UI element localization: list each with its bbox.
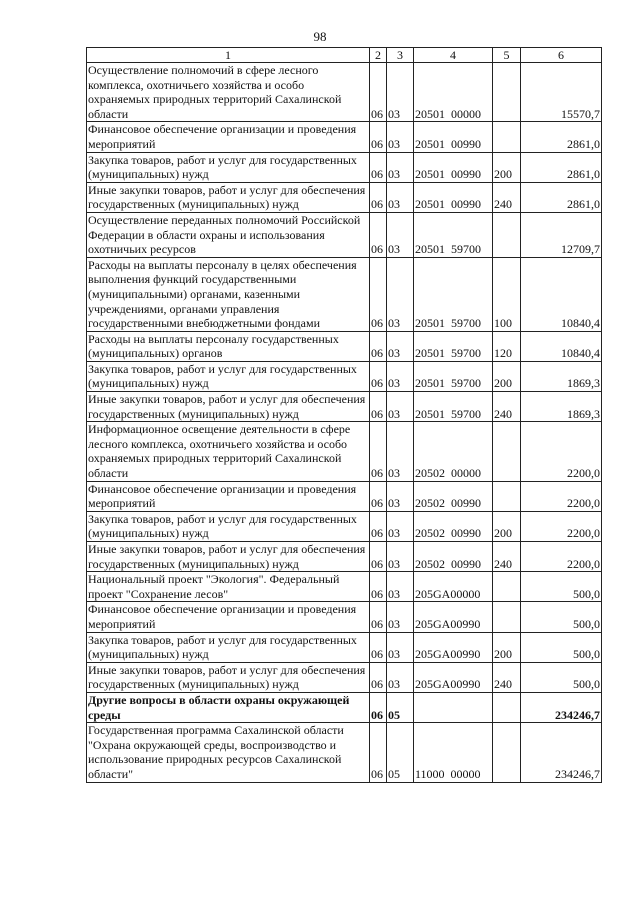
section-code: 06 <box>370 212 387 257</box>
column-header-2: 2 <box>370 48 387 63</box>
subsection-code: 03 <box>387 602 414 632</box>
item-name: Государственная программа Сахалинской области "Охрана окружающей среды, воспроизводство и использование природных ресурсов Сахалинской области" <box>87 723 370 782</box>
target-article-code: 20501 00990 <box>414 152 493 182</box>
expense-type-code: 240 <box>493 392 521 422</box>
section-code: 06 <box>370 511 387 541</box>
item-name: Иные закупки товаров, работ и услуг для обеспечения государственных (муниципальных) нужд <box>87 392 370 422</box>
expense-type-code: 200 <box>493 511 521 541</box>
expense-type-code: 200 <box>493 361 521 391</box>
subsection-code: 05 <box>387 723 414 782</box>
table-row <box>87 182 602 212</box>
column-header-5: 5 <box>493 48 521 63</box>
amount: 2200,0 <box>521 542 602 572</box>
table-row <box>87 152 602 182</box>
subsection-code: 03 <box>387 63 414 122</box>
target-article-code: 20501 59700 <box>414 361 493 391</box>
section-code: 06 <box>370 542 387 572</box>
subsection-code: 03 <box>387 572 414 602</box>
table-body <box>87 48 602 783</box>
target-article-code: 20502 00990 <box>414 511 493 541</box>
subsection-code: 03 <box>387 212 414 257</box>
item-name: Закупка товаров, работ и услуг для государственных (муниципальных) нужд <box>87 152 370 182</box>
table-row <box>87 422 602 481</box>
table-row <box>87 542 602 572</box>
section-code: 06 <box>370 331 387 361</box>
table-row <box>87 632 602 662</box>
column-header-3: 3 <box>387 48 414 63</box>
item-name: Закупка товаров, работ и услуг для государственных (муниципальных) нужд <box>87 361 370 391</box>
target-article-code: 20501 59700 <box>414 257 493 331</box>
item-name: Закупка товаров, работ и услуг для государственных (муниципальных) нужд <box>87 511 370 541</box>
item-name: Иные закупки товаров, работ и услуг для обеспечения государственных (муниципальных) нужд <box>87 182 370 212</box>
subsection-code: 03 <box>387 632 414 662</box>
amount: 500,0 <box>521 602 602 632</box>
item-name: Информационное освещение деятельности в сфере лесного комплекса, охотничьего хозяйства и особо охраняемых природных территорий Сахалинской области <box>87 422 370 481</box>
table-row <box>87 511 602 541</box>
item-name: Другие вопросы в области охраны окружающей среды <box>87 692 370 722</box>
amount: 2200,0 <box>521 481 602 511</box>
expense-type-code: 200 <box>493 152 521 182</box>
expense-type-code <box>493 572 521 602</box>
subsection-code: 03 <box>387 182 414 212</box>
amount: 234246,7 <box>521 723 602 782</box>
section-code: 06 <box>370 572 387 602</box>
amount: 1869,3 <box>521 392 602 422</box>
expense-type-code: 240 <box>493 662 521 692</box>
expense-type-code: 240 <box>493 182 521 212</box>
section-code: 06 <box>370 632 387 662</box>
item-name: Иные закупки товаров, работ и услуг для обеспечения государственных (муниципальных) нужд <box>87 662 370 692</box>
table-row <box>87 692 602 722</box>
section-code: 06 <box>370 723 387 782</box>
section-code: 06 <box>370 361 387 391</box>
table-row <box>87 723 602 782</box>
expense-type-code: 100 <box>493 257 521 331</box>
subsection-code: 03 <box>387 511 414 541</box>
item-name: Финансовое обеспечение организации и проведения мероприятий <box>87 602 370 632</box>
target-article-code: 20501 00990 <box>414 182 493 212</box>
section-code: 06 <box>370 692 387 722</box>
column-header-6: 6 <box>521 48 602 63</box>
target-article-code: 205GA00000 <box>414 572 493 602</box>
table-row <box>87 122 602 152</box>
subsection-code: 03 <box>387 542 414 572</box>
section-code: 06 <box>370 392 387 422</box>
amount: 500,0 <box>521 632 602 662</box>
amount: 2861,0 <box>521 152 602 182</box>
subsection-code: 03 <box>387 361 414 391</box>
table-row <box>87 361 602 391</box>
expense-type-code <box>493 692 521 722</box>
item-name: Расходы на выплаты персоналу государственных (муниципальных) органов <box>87 331 370 361</box>
table-row <box>87 212 602 257</box>
section-code: 06 <box>370 122 387 152</box>
item-name: Осуществление полномочий в сфере лесного комплекса, охотничьего хозяйства и особо охраняемых природных территорий Сахалинской области <box>87 63 370 122</box>
target-article-code <box>414 692 493 722</box>
subsection-code: 03 <box>387 481 414 511</box>
amount: 234246,7 <box>521 692 602 722</box>
table-row <box>87 602 602 632</box>
target-article-code: 20501 59700 <box>414 392 493 422</box>
subsection-code: 03 <box>387 392 414 422</box>
target-article-code: 20501 00000 <box>414 63 493 122</box>
amount: 2200,0 <box>521 422 602 481</box>
subsection-code: 05 <box>387 692 414 722</box>
header-row <box>87 48 602 63</box>
subsection-code: 03 <box>387 152 414 182</box>
item-name: Закупка товаров, работ и услуг для государственных (муниципальных) нужд <box>87 632 370 662</box>
section-code: 06 <box>370 152 387 182</box>
table-row <box>87 662 602 692</box>
table-row <box>87 331 602 361</box>
expense-type-code <box>493 63 521 122</box>
target-article-code: 205GA00990 <box>414 632 493 662</box>
target-article-code: 20502 00990 <box>414 542 493 572</box>
subsection-code: 03 <box>387 257 414 331</box>
expense-type-code <box>493 602 521 632</box>
table-row <box>87 481 602 511</box>
target-article-code: 20501 59700 <box>414 331 493 361</box>
subsection-code: 03 <box>387 122 414 152</box>
section-code: 06 <box>370 602 387 632</box>
column-header-4: 4 <box>414 48 493 63</box>
item-name: Национальный проект "Экология". Федеральный проект "Сохранение лесов" <box>87 572 370 602</box>
subsection-code: 03 <box>387 422 414 481</box>
amount: 2861,0 <box>521 122 602 152</box>
section-code: 06 <box>370 182 387 212</box>
item-name: Расходы на выплаты персоналу в целях обеспечения выполнения функций государственными (муниципальными) органами, казенными учреждениями, органами управления государственными внебюджетными фондами <box>87 257 370 331</box>
target-article-code: 20502 00990 <box>414 481 493 511</box>
amount: 2200,0 <box>521 511 602 541</box>
amount: 10840,4 <box>521 331 602 361</box>
expense-type-code <box>493 422 521 481</box>
amount: 500,0 <box>521 572 602 602</box>
target-article-code: 11000 00000 <box>414 723 493 782</box>
target-article-code: 20501 59700 <box>414 212 493 257</box>
amount: 15570,7 <box>521 63 602 122</box>
amount: 2861,0 <box>521 182 602 212</box>
expense-type-code <box>493 122 521 152</box>
target-article-code: 205GA00990 <box>414 662 493 692</box>
amount: 500,0 <box>521 662 602 692</box>
amount: 10840,4 <box>521 257 602 331</box>
expense-type-code: 120 <box>493 331 521 361</box>
item-name: Осуществление переданных полномочий Российской Федерации в области охраны и использования охотничьих ресурсов <box>87 212 370 257</box>
column-header-1: 1 <box>87 48 370 63</box>
page-number: 98 <box>313 29 327 44</box>
table-row <box>87 392 602 422</box>
subsection-code: 03 <box>387 662 414 692</box>
section-code: 06 <box>370 63 387 122</box>
expense-type-code <box>493 481 521 511</box>
target-article-code: 205GA00990 <box>414 602 493 632</box>
table-row <box>87 257 602 331</box>
section-code: 06 <box>370 257 387 331</box>
section-code: 06 <box>370 662 387 692</box>
amount: 1869,3 <box>521 361 602 391</box>
amount: 12709,7 <box>521 212 602 257</box>
target-article-code: 20501 00990 <box>414 122 493 152</box>
budget-table <box>86 47 602 783</box>
expense-type-code <box>493 723 521 782</box>
item-name: Иные закупки товаров, работ и услуг для обеспечения государственных (муниципальных) нужд <box>87 542 370 572</box>
expense-type-code <box>493 212 521 257</box>
table-row <box>87 63 602 122</box>
section-code: 06 <box>370 481 387 511</box>
expense-type-code: 200 <box>493 632 521 662</box>
section-code: 06 <box>370 422 387 481</box>
subsection-code: 03 <box>387 331 414 361</box>
expense-type-code: 240 <box>493 542 521 572</box>
item-name: Финансовое обеспечение организации и проведения мероприятий <box>87 481 370 511</box>
table-row <box>87 572 602 602</box>
target-article-code: 20502 00000 <box>414 422 493 481</box>
item-name: Финансовое обеспечение организации и проведения мероприятий <box>87 122 370 152</box>
